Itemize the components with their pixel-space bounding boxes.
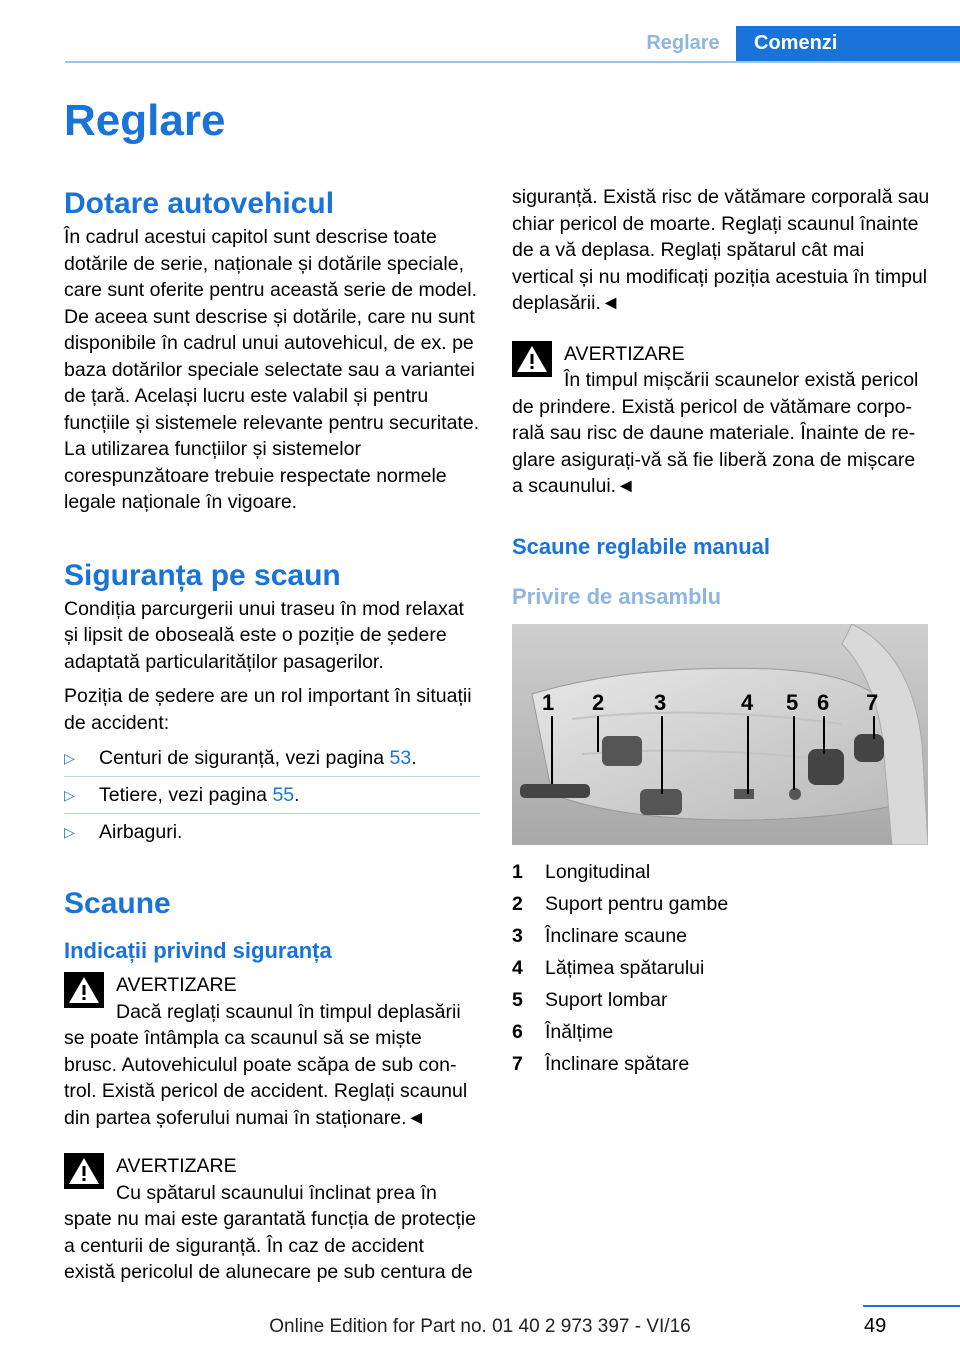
warning-icon [512,341,552,377]
warning-block [64,1153,480,1286]
continued-text: siguranță. Există risc de vătămare corporală sau chiar pericol de moarte. Reglați scaunul înainte de a vă deplasa. Reglați spătarul cât mai vertical și nu modificați poziția acestuia în timpul deplasării.◄ [512,186,930,314]
photo-label-2: 2 [592,689,605,715]
list-item: ▷ Tetiere, vezi pagina 55. [64,777,480,814]
legend-row: 5 Suport lombar [512,989,668,1012]
legend-row: 7 Înclinare spătare [512,1053,690,1076]
triangle-bullet-icon: ▷ [64,750,75,766]
edition-footer: Online Edition for Part no. 01 40 2 973 397 - VI/16 [269,1316,691,1337]
photo-label-6: 6 [817,689,830,715]
seat-controls-photo [512,624,928,845]
warning-block [512,341,930,500]
photo-label-3: 3 [654,689,667,715]
header-rule [65,61,960,63]
legend-row: 6 Înălțime [512,1021,614,1044]
heading-scaune-reglabile: Scaune reglabile manual [512,533,770,559]
photo-label-5: 5 [786,689,799,715]
warning-icon [64,1153,104,1189]
subheading-privire: Privire de ansamblu [512,583,722,609]
page-title: Reglare [64,96,226,145]
warning-block [64,972,480,1131]
section-heading-siguranta: Siguranța pe scaun [64,558,341,592]
section-body-dotare: În cadrul acestui capitol sunt descrise toate dotările de serie, naționale și dotările speciale, care sunt oferite pentru această serie de model. De aceea sunt descrise și dotările, care nu sunt disponibile în cadrul unui autovehicul, de ex. pe baza dotărilor speciale selectate sau a variantei de țară. Același lucru este valabil și pentru funcțiile și sistemele relevante pentru securitate. La utilizarea funcțiilor și sistemelor corespunzătoare trebuie respectate normele legale naționale în vigoare. [64,226,480,513]
warning-label: AVERTIZARE [564,342,685,365]
warning-text: Cu spătarul scaunului înclinat prea în spate nu mai este garantată funcția de protecție a centurii de siguranță. În caz de accident există pericolul de alunecare pe sub centura de [64,1181,476,1283]
section-heading-scaune: Scaune [64,887,171,920]
list-item: ▷ Centuri de siguranță, vezi pagina 53. [64,740,480,777]
warning-label: AVERTIZARE [116,1155,237,1177]
triangle-bullet-icon: ▷ [64,787,75,803]
photo-label-4: 4 [741,689,754,715]
triangle-bullet-icon: ▷ [64,824,75,840]
section-heading-dotare: Dotare autovehicul [64,187,335,220]
right-column [512,184,930,1081]
list-item: ▷ Airbaguri. [64,814,480,850]
warning-text: În timpul mișcării scaunelor există pericol de prindere. Există pericol de vătămare corporală sau risc de daune materiale. Înainte de reglare asigurați-vă să fie liberă zona de mișcare a scaunului.◄ [512,369,919,497]
warning-icon [64,972,104,1008]
section-para-2: Poziția de ședere are un rol important în situații de accident: [64,685,472,734]
legend-row: 4 Lățimea spătarului [512,957,705,980]
footer-rule [863,1305,960,1307]
bullet-list [64,740,480,850]
legend-row: 1 Longitudinal [512,861,651,884]
section-para-1: Condiția parcurgerii unui traseu în mod relaxat și lipsit de oboseală este o poziție de ședere adaptată particularităților pasagerilor. [64,597,464,673]
header-tab-chapter[interactable]: Comenzi [736,26,960,63]
header-tab-section[interactable]: Reglare [646,32,720,54]
photo-label-7: 7 [866,689,879,715]
page-link[interactable]: 53 [389,747,412,769]
subheading-indicatii: Indicații privind siguranța [64,938,332,963]
warning-label: AVERTIZARE [116,974,237,996]
legend-table [512,857,728,1081]
photo-label-1: 1 [542,689,555,715]
left-column [64,184,480,1286]
legend-row: 3 Înclinare scaune [512,925,688,948]
page-number: 49 [864,1315,887,1337]
legend-row: 2 Suport pentru gambe [512,893,729,916]
warning-text: Dacă reglați scaunul în timpul deplasării se poate întâmpla ca scaunul să se miște brusc. Autovehiculul poate scăpa de sub control. Există pericol de accident. Reglați scaunul din partea șoferului numai în staționare.◄ [64,1000,468,1129]
page-link[interactable]: 55 [272,784,295,806]
